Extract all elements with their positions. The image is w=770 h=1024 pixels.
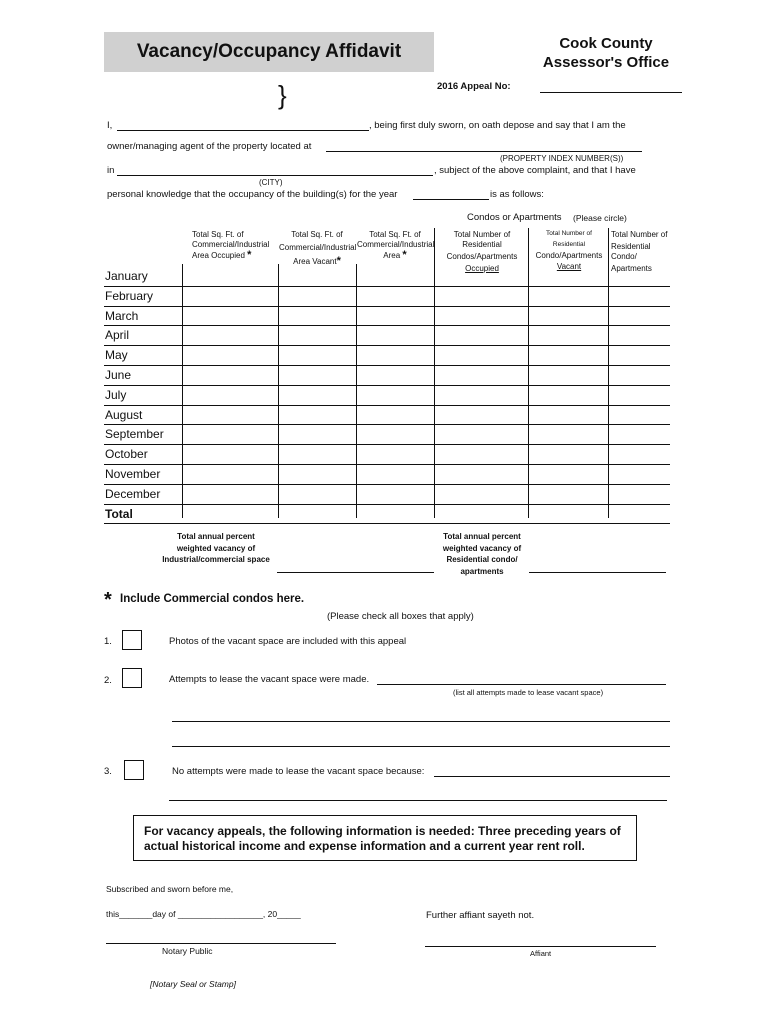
complaint-statement: , subject of the above complaint, and that I have [434,165,636,176]
total-row-label: Total [105,506,133,521]
agency-name [520,34,692,72]
col4-line3: Occupied [465,264,499,273]
lease-attempts-line-2[interactable] [172,721,670,722]
month-label: April [105,328,130,343]
month-label: September [105,427,164,442]
appeal-number-label: 2016 Appeal No: [437,81,511,92]
table-row[interactable] [104,504,670,505]
table-row[interactable] [104,365,670,366]
col1-line1: Total Sq. Ft. of [192,230,244,239]
item1-number: 1. [104,636,112,647]
col2-line3 [279,256,355,267]
annual-vacancy-residential-field[interactable] [529,572,666,573]
form-title: Vacancy/Occupancy Affidavit [104,32,434,72]
circle-note: (Please circle) [573,213,627,223]
col-header-area [357,230,433,261]
affiant-name-field[interactable] [117,130,369,131]
annual-right-line4: apartments [460,566,504,576]
subscribed-text: Subscribed and sworn before me, [106,884,234,894]
table-row[interactable] [104,464,670,465]
col-header-occupied [192,230,269,261]
condos-header: Condos or Apartments [467,212,562,223]
notary-signature-field[interactable] [106,943,336,944]
col5-line3: Vacant [556,262,582,271]
col3-asterisk: * [402,249,407,261]
pin-caption: (PROPERTY INDEX NUMBER(S)) [500,154,624,163]
month-label: October [105,447,148,462]
agency-line-2: Assessor's Office [542,54,670,71]
col6-line1: Total Number of [611,230,668,239]
annual-right-line1: Total annual percent [443,532,521,541]
col3-line3 [357,250,433,261]
as-follows-text: is as follows: [490,189,544,200]
annual-vacancy-residential-label [424,531,540,577]
col5-line1: Total Number of Residential [546,230,592,248]
item2-number: 2. [104,675,112,686]
appeal-number-field[interactable] [540,92,682,93]
annual-left-line3: Industrial/commercial space [162,555,270,564]
annual-vacancy-commercial-label [146,531,286,566]
lease-attempts-text: Attempts to lease the vacant space were made. [169,674,370,685]
col2-asterisk: * [336,255,341,267]
col-header-res-vacant [530,228,608,272]
no-attempts-line-2[interactable] [169,800,667,801]
year-field[interactable] [413,199,489,200]
col1-text: Area Occupied [192,251,245,260]
knowledge-statement: personal knowledge that the occupancy of the building(s) for the year [107,189,398,200]
lease-attempts-caption: (list all attempts made to lease vacant space) [453,688,604,697]
table-row[interactable] [104,345,670,346]
city-prefix: in [107,165,115,176]
month-label: July [105,387,127,402]
city-field[interactable] [117,175,433,176]
col5-line2: Condo/Apartments [535,251,603,260]
lease-attempts-field[interactable] [377,684,666,685]
include-commercial-note: Include Commercial condos here. [120,593,305,605]
date-line[interactable]: this_______day of __________________, 20_____ [106,909,301,919]
table-row[interactable] [104,306,670,307]
occupancy-table [104,268,670,522]
table-divider [356,264,357,518]
col1-line2: Commercial/Industrial [192,240,270,249]
lease-attempts-line-3[interactable] [172,746,670,747]
affiant-prefix: I, [107,120,113,131]
photos-checkbox[interactable] [122,630,142,650]
item3-number: 3. [104,766,112,777]
table-row[interactable] [104,385,670,386]
table-row[interactable] [104,405,670,406]
affiant-label: Affiant [530,949,552,958]
property-location-field[interactable] [326,151,642,152]
col2-line1: Total Sq. Ft. of [291,230,343,239]
annual-right-line3: Residential condo/ [446,555,518,564]
notary-label: Notary Public [162,946,213,956]
property-location-text: owner/managing agent of the property located at [107,141,312,152]
check-instruction: (Please check all boxes that apply) [327,611,474,622]
month-label: August [105,407,143,422]
asterisk-icon: * [104,589,112,611]
col3-line1: Total Sq. Ft. of [369,230,421,239]
month-label: June [105,368,132,382]
vacancy-notice: For vacancy appeals, the following information is needed: Three preceding years of actual historical income and expense information and a current year rent roll. [133,815,637,861]
col2-text: Area Vacant [293,257,337,266]
col4-line2: Condos/Apartments [446,252,518,261]
annual-vacancy-commercial-field[interactable] [277,572,434,573]
col3-text: Area [383,251,401,260]
col3-line2: Commercial/Industrial [357,240,435,249]
month-label: February [105,288,154,303]
further-affiant-text: Further affiant sayeth not. [426,910,535,921]
month-label: January [105,269,148,283]
month-label: May [105,348,128,363]
table-divider [278,264,279,518]
affiant-signature-field[interactable] [425,946,656,947]
col4-line1: Total Number of Residential [453,230,511,249]
annual-right-line2: weighted vacancy of [442,543,522,553]
brace-symbol: } [278,80,287,110]
table-row[interactable] [104,444,670,445]
col6-line2: Residential Condo/ [611,242,651,261]
table-divider [608,228,609,518]
table-row[interactable] [104,484,670,485]
sworn-statement: , being first duly sworn, on oath depose and say that I am the [369,120,626,131]
no-attempts-field[interactable] [434,776,670,777]
month-label: November [105,467,161,481]
col1-asterisk: * [247,249,252,261]
col2-line2: Commercial/Industrial [279,243,357,252]
month-label: December [105,486,161,501]
agency-line-1: Cook County [559,35,653,52]
table-divider [528,228,529,518]
total-row[interactable] [104,523,670,524]
table-row[interactable] [104,325,670,326]
city-caption: (CITY) [259,178,283,187]
month-label: March [105,308,139,323]
no-attempts-checkbox[interactable] [124,760,144,780]
notary-seal-label: [Notary Seal or Stamp] [150,979,236,989]
col-header-vacant [279,230,355,267]
no-attempts-text: No attempts were made to lease the vacant space because: [172,766,425,777]
lease-attempts-checkbox[interactable] [122,668,142,688]
annual-left-line2: weighted vacancy of [176,543,256,553]
table-row[interactable] [104,286,670,287]
table-row[interactable] [104,424,670,425]
col6-line3: Apartments [611,264,652,273]
col1-line3 [192,250,269,261]
table-divider [182,264,183,518]
table-divider [434,228,435,518]
annual-left-line1: Total annual percent [177,532,255,541]
photos-text: Photos of the vacant space are included with this appeal [169,636,407,647]
